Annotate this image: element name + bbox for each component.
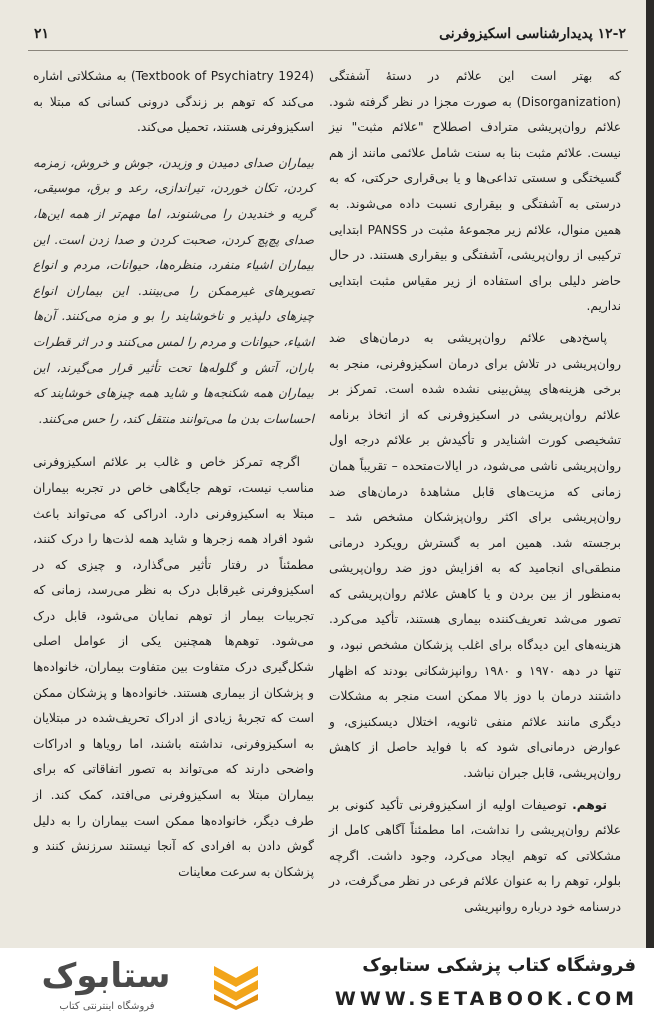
paragraph-hallucination [329,793,621,921]
chapter-title: ۱۲-۲ پدیدارشناسی اسکیزوفرنی [439,26,626,42]
running-header [30,22,626,48]
paragraph-textbook-text: به مشکلاتی اشاره می‌کند که توهم بر زندگی درونی کسانی که مبتلا به اسکیزوفرنی هستند، تحمیل می‌کند. [33,69,314,135]
section-keyword: توهم. [572,797,607,812]
paragraph-textbook-reference [33,64,314,141]
paragraph-hallucination-place: اگرچه تمرکز خاص و غالب بر علائم اسکیزوفرنی مناسب نیست، توهم جایگاهی خاص در تجربه بیماران مبتلا به اسکیزوفرنی دارد. ادراکی که می‌تواند باعث شود افراد همه زجرها و شاید همه لذت‌ها را درک کنند، مطمئناً در رفتار تأثیر می‌گذارد، و چیزی که در اسکیزوفرنی غیرقابل درک به نظر می‌رسد، زمانی که تجربیات بیمار از توهم نمایان می‌شود، قابل درک می‌شود. توهم‌ها همچنین یکی از عوامل اصلی شکل‌گیری درک متفاوت بین متفاوت بیماران، خانواده‌ها و پزشکان از بیماری هستند. خانواده‌ها و پزشکان ممکن است که تجربهٔ زیادی از ادراک تحریف‌شده در مبتلایان به اسکیزوفرنی، نداشته باشند، اما رویاها و ادراکات واضحی دارند که می‌تواند به تصور اتفاقاتی که برای بیماران مبتلا به اسکیزوفرنی می‌افتد، کمک کند. از طرف دیگر، خانواده‌ها ممکن است بیماران را به دلیل گوش دادن به افرادی که آنجا نیستند سرزنش کنند و پزشکان به سرعت معاینات [33,455,314,879]
logo-wordmark: ستابوک [41,956,171,996]
brand-logo-text [16,956,196,996]
right-column [329,64,621,927]
chevron-logo-icon [208,962,264,1010]
paragraph-antipsychotic-response: پاسخ‌دهی علائم روان‌پریشی به درمان‌های ضد روان‌پریشی در تلاش برای درمان اسکیزوفرنی، منجر به برخی هزینه‌های پیش‌بینی نشده شده است. تمرکز بر علائم روان‌پریشی در اسکیزوفرنی که از اتخاذ برنامه تشخیصی کورت اشنایدر و تأکیدش بر علائم درجه اول روان‌پریشی ناشی می‌شود، در ایالات‌متحده – تقریباً همان زمانی که مزیت‌های قابل مشاهدهٔ درمان‌های ضد روان‌پریشی برای اکثر روان‌پزشکان مشخص شد – برجسته شد. همین امر به گسترش رویکرد درمانی منطقی‌ای انجامید که به افزایش دوز ضد روان‌پریشی به‌منظور از بین بردن و یا کاهش علائم روان‌پریشی که تصور می‌شد تعریف‌کننده بیماری هستند، تأکید می‌کرد. هزینه‌های این دیدگاه برای اغلب پزشکان مشخص نبود، و تنها در دهه ۱۹۷۰ و ۱۹۸۰ روانپزشکانی بودند که اظهار داشتند درمان با دوز بالا ممکن است منجر به مشکلات دیگری مانند علائم منفی ثانویه، اختلال دیسکنیزی، و عوارض درمانی‌ای شود که با فواید حاصل از کاهش روان‌پریشی، قابل جبران نباشد. [329,330,621,781]
paragraph-hallucination-text: توصیفات اولیه از اسکیزوفرنی تأکید کنونی بر علائم روان‌پریشی را نداشت، اما مطمئناً آگاهی کامل از مشکلاتی که توهم ایجاد می‌کرد، وجود داشت. اگرچه بلولر، توهم را به عنوان علائم فرعی در نظر می‌گرفت، در درسنامه خود درباره روانپریشی [329,797,621,914]
left-column [33,64,314,891]
block-quote: بیماران صدای دمیدن و وزیدن، جوش و خروش، زمزمه کردن، تکان خوردن، تیراندازی، رعد و برق، موسیقی، گریه و خندیدن را می‌شنوند، اما مهم‌تر از همه این‌ها، صدای پچ‌پچ کردن، صحبت کردن و صدا زدن است. این بیماران اشیاء منفرد، منظره‌ها، حیوانات، مردم و انواع تصویرهای غیرممکن را می‌بینند. این بیماران انواع چیزهای دلپذیر و ناخوشایند را بو و مزه می‌کنند. آن‌ها اشیاء، حیوانات و مردم را لمس می‌کنند و در اثر قطرات باران، آتش و گلوله‌ها تحت تأثیر قرار می‌گیرند، این بیماران همه شکنجه‌ها و شاید همه چیزهای خوشایند که احساسات بدن ما می‌توانند منتقل کند، را حس می‌کنند. [33,155,314,426]
shop-name: فروشگاه کتاب پزشکی ستابوک [362,955,636,976]
header-divider [28,50,628,51]
shop-website[interactable]: WWW.SETABOOK.COM [334,988,638,1010]
brand-logo-subtitle: فروشگاه اینترنتی کتاب [59,1001,155,1012]
page-number: ۲۱ [34,26,50,42]
page-binding-edge [646,0,654,948]
paragraph-disorganization: که بهتر است این علائم در دستهٔ آشفتگی (Disorganization) به صورت مجزا در نظر گرفته شود. علائم روان‌پریشی مترادف اصطلاح "علائم مثبت" نیز نیست. علائم مثبت بنا به سنت شامل علائمی مانند از هم گسیختگی و سستی تداعی‌ها و یا بی‌قراری حرکتی، که به درستی به آشفتگی و بیقراری نسبت داده می‌شوند. به همین منوال، علائم زیر مجموعهٔ مثبت در PANSS ابتدایی ترکیبی از روان‌پریشی، آشفتگی و بیقراری هستند. در حال حاضر دلیلی برای استفاده از زیر مقیاس مثبت ابتدایی نداریم. [329,69,621,314]
book-reference: (Textbook of Psychiatry 1924) [130,69,314,83]
